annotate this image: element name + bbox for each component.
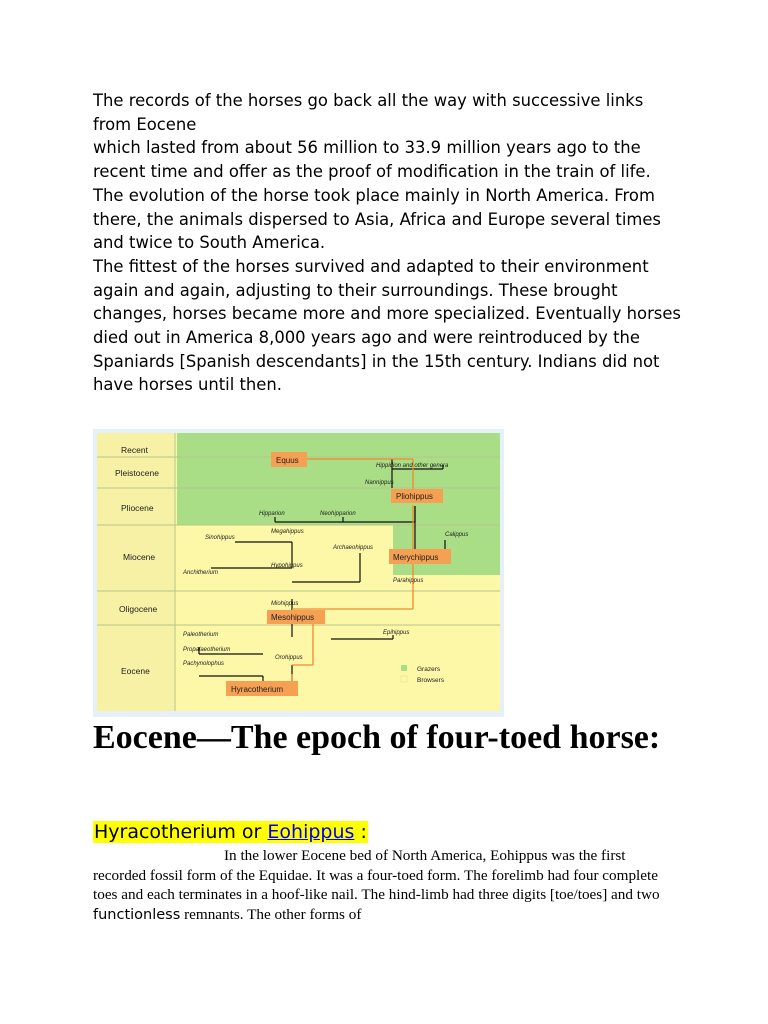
body-functionless: functionless: [93, 906, 181, 923]
epoch-miocene: Miocene: [123, 552, 156, 562]
genus-mesohippus: Mesohippus: [271, 613, 315, 622]
genus-neohipparion: Neohipparion: [320, 511, 356, 517]
genus-equus: Equus: [276, 456, 299, 465]
genus-epihippus: Epihippus: [383, 630, 410, 636]
subheading-connector: or: [235, 821, 268, 843]
genus-paleotherium: Paleotherium: [183, 632, 219, 638]
subheading: [93, 819, 368, 845]
genus-merychippus: Merychippus: [393, 553, 439, 562]
genus-hippidion: Hippidion and other genera: [376, 463, 449, 469]
genus-hyracotherium: Hyracotherium: [231, 685, 284, 694]
body-paragraph: [93, 846, 678, 925]
genus-nannippus: Nannippus: [365, 480, 394, 486]
genus-hypohippus: Hypohippus: [271, 563, 303, 569]
legend-browsers: Browsers: [417, 677, 445, 684]
subheading-colon: :: [354, 821, 367, 843]
legend-grazers: Grazers: [417, 666, 441, 673]
genus-megahippus: Megahippus: [271, 529, 304, 535]
genus-sinohippus: Sinohippus: [205, 535, 235, 541]
genus-hipparion: Hipparion: [259, 511, 285, 517]
subheading-hyracotherium: Hyracotherium: [94, 821, 236, 843]
genus-archaeohippus: Archaeohippus: [333, 545, 374, 551]
eohippus-link[interactable]: Eohippus: [267, 821, 355, 843]
intro-paragraph-2: The fittest of the horses survived and adapted to their environment again and again, adjusting to their surroundings. These brought changes, horses became more and more specialized. Eventually horses died out in America 8,000 years ago and were reintroduced by the Spaniards [Spanish descendants] in the 15th century. Indians did not have horses until then.: [93, 256, 681, 395]
genus-miohippus: Miohippus: [271, 601, 299, 607]
subheading-highlight: [93, 821, 368, 843]
epoch-pliocene: Pliocene: [121, 503, 154, 513]
genus-parahippus: Parahippus: [393, 578, 424, 584]
body-text-1: In the lower Eocene bed of North America, Eohippus was the first recorded fossil form of the Equidae. It was a four-toed form. The forelimb had four complete toes and each terminates in a hoof-like nail. The hind-limb had three digits [toe/toes] and two: [93, 847, 660, 904]
genus-orohippus: Orohippus: [275, 655, 303, 661]
epoch-pleistocene: Pleistocene: [115, 468, 159, 478]
epoch-oligocene: Oligocene: [119, 604, 158, 614]
genus-pachynolophus: Pachynolophus: [183, 661, 225, 667]
intro-text: [93, 89, 683, 397]
genus-anchitherium: Anchitherium: [183, 570, 219, 576]
intro-line-1: The records of the horses go back all the way with successive links from Eocene: [93, 91, 644, 134]
genus-propalaeotherium: Propalaeotherium: [183, 647, 231, 653]
horse-evolution-diagram: [93, 429, 504, 717]
body-text-2: remnants. The other forms of: [180, 905, 362, 923]
intro-paragraph-1: which lasted from about 56 million to 33.9 million years ago to the recent time and offer as the proof of modification in the train of life. The evolution of the horse took place mainly in North America. From there, the animals dispersed to Asia, Africa and Europe several times and twice to South America.: [93, 138, 661, 253]
genus-pliohippus: Pliohippus: [396, 492, 433, 501]
genus-calippus: Calippus: [445, 532, 469, 538]
epoch-recent: Recent: [121, 445, 148, 455]
section-heading: Eocene—The epoch of four-toed horse:: [93, 719, 661, 756]
epoch-eocene: Eocene: [121, 666, 150, 676]
